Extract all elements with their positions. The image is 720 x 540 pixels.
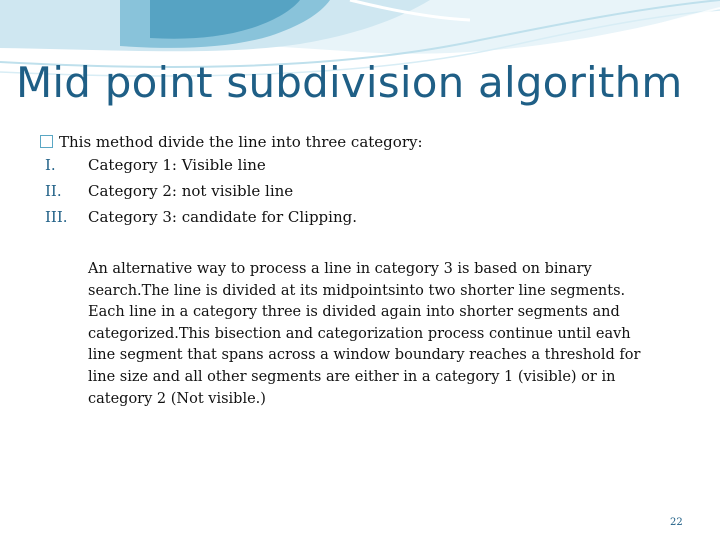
list-item-text: Category 3: candidate for Clipping. bbox=[88, 208, 357, 226]
list-item bbox=[0, 156, 720, 180]
list-item bbox=[0, 182, 720, 206]
body-paragraph: An alternative way to process a line in category 3 is based on binary search.The line is divided at its midpointsinto two shorter line segments. Each line in a category three is divided again into shorter segments and categorized.This bisection and categorization process continue until eavh line segment that spans across a window boundary reaches a threshold for line size and all other segments are either in a category 1 (visible) or in category 2 (Not visible.) bbox=[88, 261, 641, 407]
list-item bbox=[0, 208, 720, 232]
page-number: 22 bbox=[670, 517, 683, 528]
list-item-text: Category 1: Visible line bbox=[88, 156, 266, 174]
bullet-square-icon bbox=[40, 135, 53, 148]
intro-text: This method divide the line into three category: bbox=[59, 133, 423, 151]
list-numeral: I. bbox=[45, 156, 56, 174]
intro-bullet bbox=[40, 133, 423, 151]
list-numeral: III. bbox=[45, 208, 68, 226]
list-item-text: Category 2: not visible line bbox=[88, 182, 294, 200]
slide-title: Mid point subdivision algorithm bbox=[16, 58, 683, 107]
list-numeral: II. bbox=[45, 182, 62, 200]
